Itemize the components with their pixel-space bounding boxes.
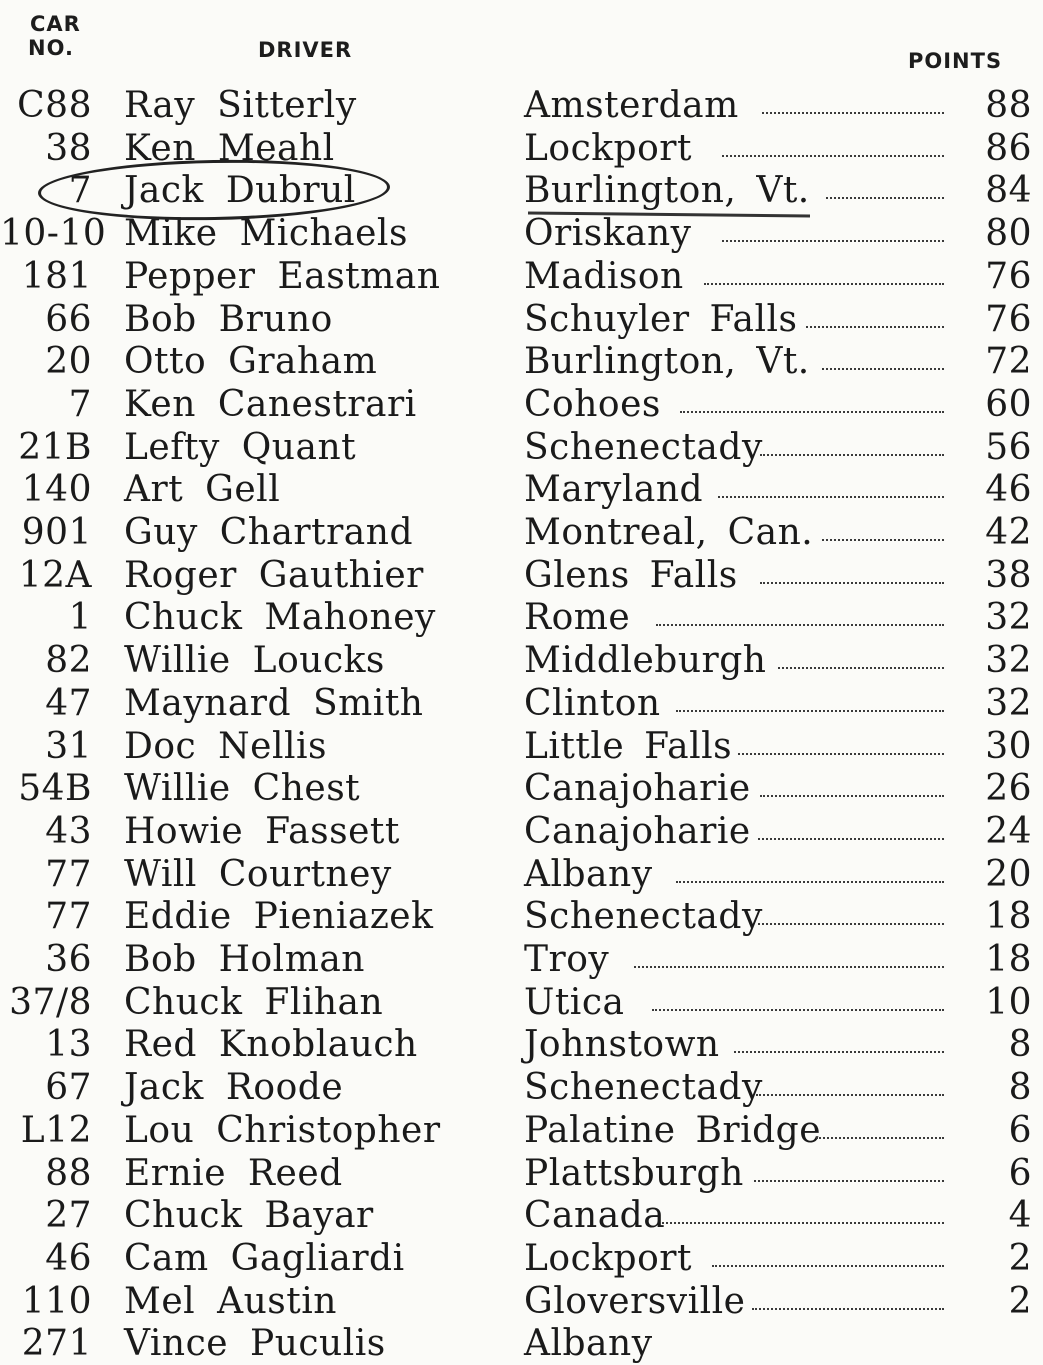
- dotted-leader: [662, 1222, 944, 1224]
- car-number: 88: [45, 1152, 92, 1194]
- driver-name: Jack Roode: [124, 1067, 344, 1109]
- driver-name: Bob Bruno: [124, 298, 333, 340]
- hometown: Maryland: [524, 469, 704, 511]
- driver-name: Willie Chest: [124, 768, 361, 810]
- driver-name: Red Knoblauch: [124, 1024, 418, 1066]
- standings-row: [0, 468, 1043, 511]
- standings-row: [0, 596, 1043, 639]
- car-number: 27: [45, 1195, 92, 1237]
- car-number: 82: [45, 640, 92, 682]
- hometown: Johnstown: [524, 1024, 720, 1066]
- points-value: 10: [985, 981, 1032, 1023]
- car-number: 7: [68, 170, 92, 212]
- dotted-leader: [712, 1265, 944, 1267]
- driver-name: Eddie Pieniazek: [124, 896, 434, 938]
- points-value: 18: [985, 939, 1032, 980]
- dotted-leader: [676, 710, 944, 712]
- car-number: 10-10: [0, 213, 107, 255]
- hometown: Canada: [524, 1195, 666, 1237]
- dotted-leader: [778, 667, 944, 669]
- points-value: 86: [985, 127, 1032, 169]
- hometown: Amsterdam: [524, 85, 739, 126]
- car-number: 110: [21, 1280, 92, 1322]
- standings-row: [0, 1066, 1043, 1109]
- driver-name: Jack Dubrul: [124, 170, 356, 212]
- driver-name: Will Courtney: [124, 853, 392, 895]
- driver-name: Ken Canestrari: [124, 383, 417, 425]
- hometown: Troy: [524, 939, 610, 980]
- points-value: 20: [985, 853, 1032, 895]
- points-value: 56: [985, 426, 1032, 468]
- points-value: 84: [985, 170, 1032, 212]
- dotted-leader: [680, 411, 944, 413]
- standings-row: [0, 682, 1043, 725]
- standings-row: [0, 853, 1043, 896]
- dotted-leader: [718, 496, 944, 498]
- hometown: Schenectady: [524, 896, 763, 938]
- hometown: Lockport: [524, 1237, 692, 1279]
- dotted-leader: [676, 881, 944, 883]
- driver-name: Ken Meahl: [124, 127, 335, 169]
- standings-row: [0, 981, 1043, 1024]
- points-value: 6: [1008, 1109, 1032, 1151]
- hometown: Madison: [524, 255, 684, 297]
- dotted-leader: [754, 1180, 944, 1182]
- car-number: 47: [45, 682, 92, 724]
- standings-row: [0, 554, 1043, 597]
- points-value: 8: [1008, 1067, 1032, 1109]
- dotted-leader: [722, 240, 944, 242]
- points-value: 76: [985, 298, 1032, 340]
- points-value: 2: [1008, 1280, 1032, 1322]
- dotted-leader: [752, 1308, 944, 1310]
- car-number: 13: [45, 1024, 92, 1066]
- standings-row: [0, 1109, 1043, 1152]
- driver-name: Lefty Quant: [124, 426, 357, 468]
- header-points: POINTS: [908, 49, 1003, 73]
- points-value: 2: [1008, 1237, 1032, 1279]
- car-number: 901: [21, 512, 92, 553]
- standings-row: [0, 1152, 1043, 1195]
- standings-row: [0, 725, 1043, 768]
- car-number: 66: [45, 298, 92, 340]
- standings-row: [0, 810, 1043, 853]
- car-number: 1: [68, 597, 92, 639]
- standings-row: [0, 1194, 1043, 1237]
- car-number: L12: [20, 1109, 92, 1151]
- car-number: 77: [45, 896, 92, 938]
- points-value: 38: [985, 554, 1032, 596]
- car-number: 31: [45, 725, 92, 767]
- car-number: 54B: [18, 768, 92, 810]
- hometown: Glens Falls: [524, 554, 738, 596]
- hometown: Little Falls: [524, 725, 733, 767]
- dotted-leader: [634, 966, 944, 968]
- car-number: 21B: [18, 426, 92, 468]
- driver-name: Maynard Smith: [124, 682, 424, 724]
- car-number: 43: [45, 810, 92, 852]
- hometown: Cohoes: [524, 383, 661, 425]
- standings-row: [0, 84, 1043, 127]
- car-number: 67: [45, 1067, 92, 1109]
- dotted-leader: [760, 582, 944, 584]
- hometown: Gloversville: [524, 1280, 746, 1322]
- hometown: Albany: [524, 1323, 653, 1365]
- points-value: 26: [985, 768, 1032, 810]
- driver-name: Roger Gauthier: [124, 554, 424, 596]
- dotted-leader: [822, 368, 944, 370]
- points-value: 6: [1008, 1152, 1032, 1194]
- driver-name: Lou Christopher: [124, 1109, 441, 1151]
- standings-row: [0, 340, 1043, 383]
- car-number: 271: [21, 1323, 92, 1365]
- driver-name: Doc Nellis: [124, 725, 327, 767]
- dotted-leader: [734, 1051, 944, 1053]
- hometown: Burlington, Vt.: [524, 170, 810, 212]
- header-driver: DRIVER: [258, 38, 353, 62]
- dotted-leader: [826, 197, 944, 199]
- standings-row: [0, 1280, 1043, 1323]
- driver-name: Vince Puculis: [124, 1323, 386, 1365]
- dotted-leader: [704, 283, 944, 285]
- hometown: Schenectady: [524, 1067, 763, 1109]
- standings-row: [0, 938, 1043, 981]
- dotted-leader: [760, 795, 944, 797]
- hometown: Canajoharie: [524, 810, 751, 852]
- car-number: 46: [45, 1237, 92, 1279]
- standings-row: [0, 426, 1043, 469]
- car-number: 37/8: [9, 981, 92, 1023]
- car-number: 77: [45, 853, 92, 895]
- points-value: 8: [1008, 1024, 1032, 1066]
- standings-row: [0, 639, 1043, 682]
- driver-name: Otto Graham: [124, 341, 378, 383]
- driver-name: Pepper Eastman: [124, 255, 441, 297]
- points-value: 24: [985, 810, 1032, 852]
- hometown: Burlington, Vt.: [524, 341, 810, 383]
- hometown: Schuyler Falls: [524, 298, 798, 340]
- driver-name: Ernie Reed: [124, 1152, 343, 1194]
- standings-row: [0, 1237, 1043, 1280]
- car-number: 181: [21, 255, 92, 297]
- dotted-leader: [756, 1094, 944, 1096]
- hometown: Utica: [524, 981, 625, 1023]
- points-value: 88: [985, 85, 1032, 126]
- header-no: NO.: [28, 36, 74, 60]
- points-value: 32: [985, 682, 1032, 724]
- standings-row: [0, 255, 1043, 298]
- hometown: Middleburgh: [524, 640, 767, 682]
- standings-row: [0, 1322, 1043, 1365]
- driver-name: Howie Fassett: [124, 810, 400, 852]
- hometown: Rome: [524, 597, 631, 639]
- header-car: CAR: [30, 12, 81, 36]
- driver-name: Mel Austin: [124, 1280, 337, 1322]
- car-number: 20: [45, 341, 92, 383]
- driver-name: Ray Sitterly: [124, 85, 357, 126]
- car-number: C88: [17, 85, 92, 126]
- car-number: 7: [68, 383, 92, 425]
- car-number: 140: [21, 469, 92, 511]
- car-number: 36: [45, 939, 92, 980]
- driver-name: Chuck Bayar: [124, 1195, 374, 1237]
- points-value: 30: [985, 725, 1032, 767]
- hometown: Schenectady: [524, 426, 763, 468]
- dotted-leader: [722, 155, 944, 157]
- points-value: 4: [1008, 1195, 1032, 1237]
- driver-name: Bob Holman: [124, 939, 365, 980]
- dotted-leader: [652, 1009, 944, 1011]
- driver-name: Guy Chartrand: [124, 512, 413, 553]
- standings-row: [0, 383, 1043, 426]
- dotted-leader: [758, 923, 944, 925]
- car-number: 12A: [18, 554, 92, 596]
- hometown: Lockport: [524, 127, 692, 169]
- points-value: 18: [985, 896, 1032, 938]
- standings-row: [0, 895, 1043, 938]
- standings-row: [0, 511, 1043, 554]
- hometown: Montreal, Can.: [524, 512, 814, 553]
- hometown: Canajoharie: [524, 768, 751, 810]
- points-value: 46: [985, 469, 1032, 511]
- dotted-leader: [762, 112, 944, 114]
- dotted-leader: [806, 326, 944, 328]
- points-value: 32: [985, 640, 1032, 682]
- standings-row: [0, 298, 1043, 341]
- points-value: 76: [985, 255, 1032, 297]
- driver-name: Chuck Flihan: [124, 981, 384, 1023]
- driver-name: Mike Michaels: [124, 213, 408, 255]
- points-value: 42: [985, 512, 1032, 553]
- points-value: 32: [985, 597, 1032, 639]
- dotted-leader: [656, 624, 944, 626]
- driver-name: Art Gell: [124, 469, 281, 511]
- dotted-leader: [760, 454, 944, 456]
- standings-row: [0, 1023, 1043, 1066]
- points-value: 72: [985, 341, 1032, 383]
- dotted-leader: [758, 838, 944, 840]
- dotted-leader: [816, 1137, 944, 1139]
- driver-name: Chuck Mahoney: [124, 597, 436, 639]
- driver-name: Cam Gagliardi: [124, 1237, 405, 1279]
- points-value: 80: [985, 213, 1032, 255]
- points-value: 60: [985, 383, 1032, 425]
- hometown: Albany: [524, 853, 653, 895]
- dotted-leader: [822, 539, 944, 541]
- hometown: Palatine Bridge: [524, 1109, 822, 1151]
- hometown: Plattsburgh: [524, 1152, 744, 1194]
- dotted-leader: [738, 753, 944, 755]
- hometown: Clinton: [524, 682, 661, 724]
- standings-row: [0, 767, 1043, 810]
- hometown: Oriskany: [524, 213, 692, 255]
- driver-name: Willie Loucks: [124, 640, 385, 682]
- car-number: 38: [45, 127, 92, 169]
